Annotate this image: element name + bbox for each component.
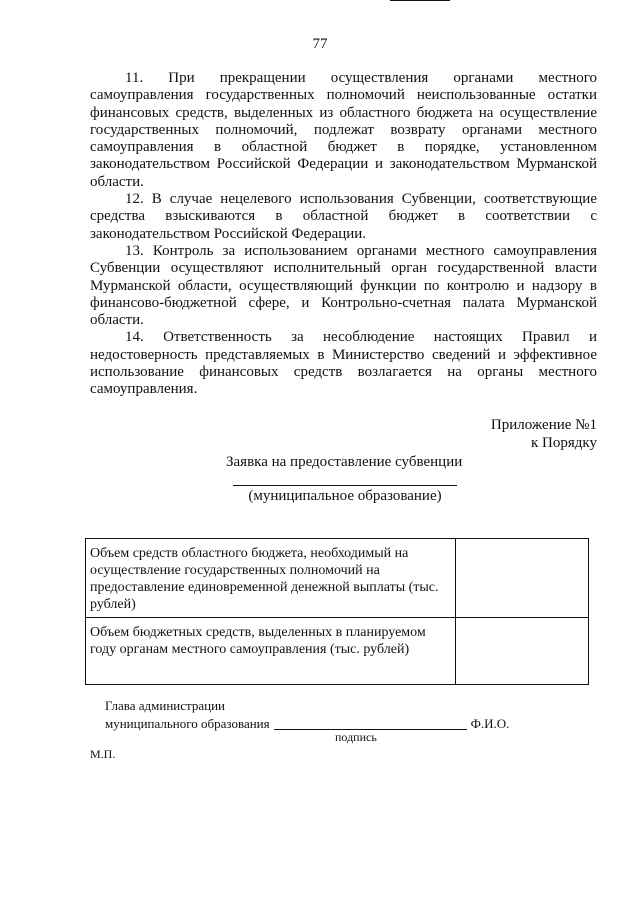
application-title: Заявка на предоставление субвенции [226, 454, 463, 470]
subsidy-table [85, 538, 589, 685]
table-row-label: Объем средств областного бюджета, необходимый на осуществление государственных полномочий на предоставление единовременной денежной выплаты (тыс. рублей) [86, 539, 456, 618]
signature-block [105, 697, 525, 733]
table-row [86, 618, 589, 685]
municipality-blank-line [233, 485, 457, 486]
appendix-reference [491, 416, 597, 452]
signature-row [105, 715, 525, 733]
paragraph-13: 13. Контроль за использованием органами местного самоуправления Субвенции осуществляют исполнительный орган государственной власти Мурманской области, осуществляющий функции по контролю и надзору в финансово-бюджетной сфере, и Контрольно-счетная палата Мурманской области. [90, 242, 597, 329]
top-rule [390, 0, 450, 1]
table-row-label: Объем бюджетных средств, выделенных в планируемом году органам местного самоуправления (тыс. рублей) [86, 618, 456, 685]
appendix-order: к Порядку [531, 435, 597, 451]
paragraph-14: 14. Ответственность за несоблюдение настоящих Правил и недостоверность представляемых в Министерство сведений и эффективное использование финансовых средств возлагается на органы местного самоуправления. [90, 329, 597, 398]
name-label: Ф.И.О. [470, 716, 510, 731]
appendix-number: Приложение №1 [490, 417, 597, 433]
signatory-org: муниципального образования [105, 716, 270, 731]
table-row-value [456, 618, 589, 685]
paragraph-12: 12. В случае нецелевого использования Субвенции, соответствующие средства взыскиваются в областной бюджет в соответствии с законодательством Российской Федерации. [90, 191, 597, 242]
municipality-caption: (муниципальное образование) [248, 488, 442, 504]
signature-caption: подпись [335, 730, 377, 744]
table-row-value [456, 539, 589, 618]
stamp-label: М.П. [90, 747, 116, 761]
signatory-title: Глава администрации [105, 698, 226, 713]
table-row [86, 539, 589, 618]
body-text [90, 70, 597, 399]
paragraph-11: 11. При прекращении осуществления органами местного самоуправления государственных полномочий неиспользованные остатки финансовых средств, выделенных из областного бюджета на осуществление государственных полномочий, подлежат возврату органами местного самоуправления в областной бюджет в порядке, установленном законодательством Российской Федерации и законодательством Мурманской области. [90, 70, 597, 190]
page-number: 77 [312, 36, 328, 52]
